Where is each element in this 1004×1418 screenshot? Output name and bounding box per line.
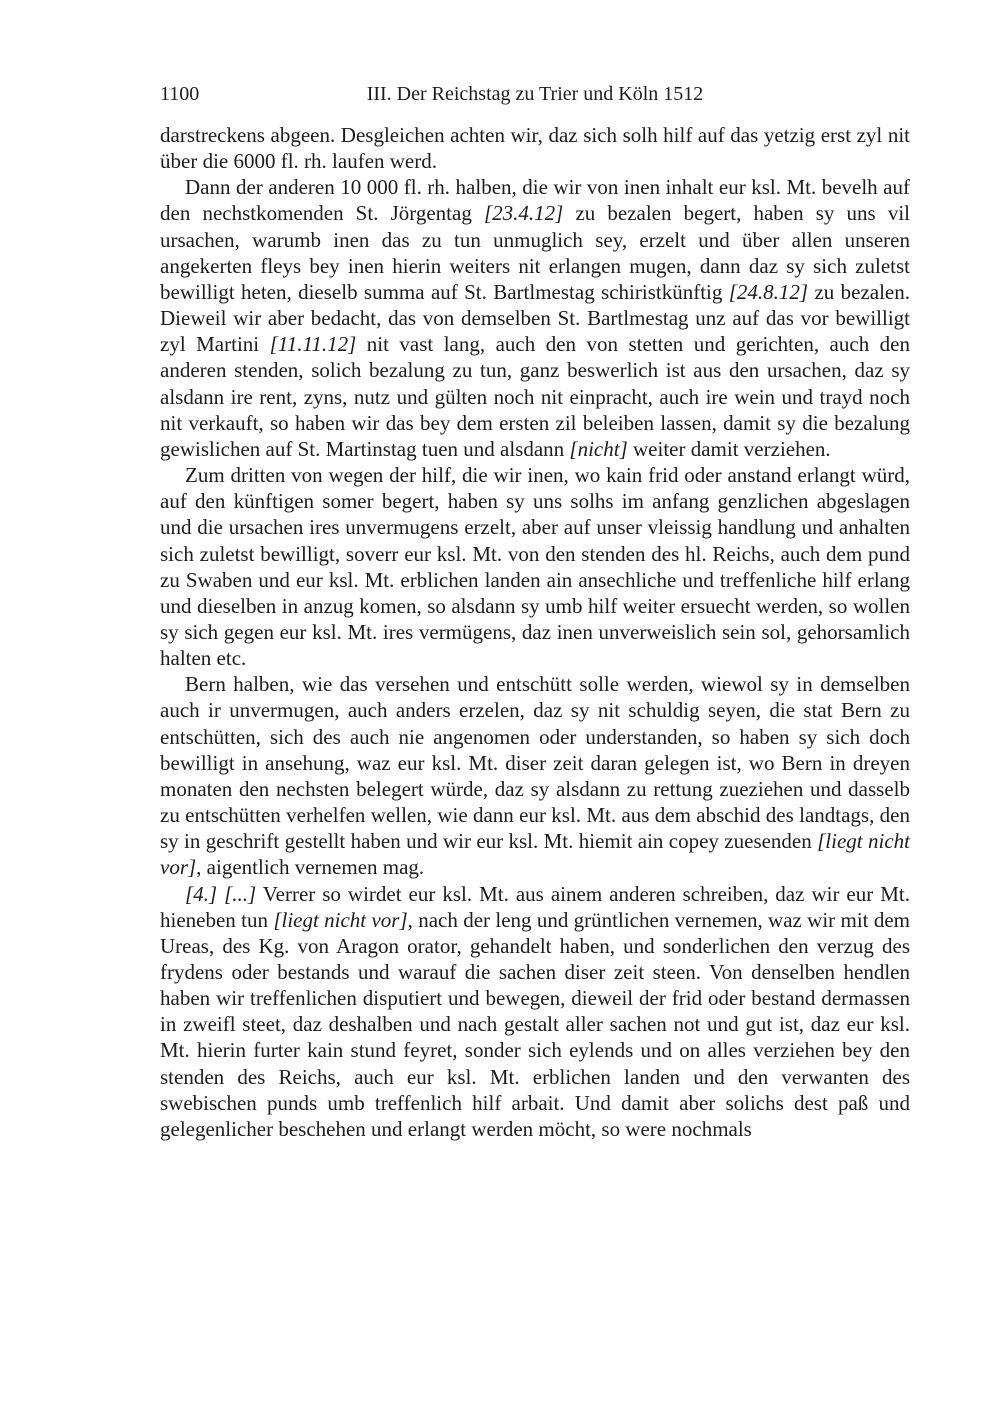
text-segment: Zum dritten von wegen der hilf, die wir inen, wo kain frid oder anstand erlangt würd, auf den künftigen somer begert, haben sy uns solhs im anfang genzlichen abgeslagen und die ursachen ires unvermugens erzelt, aber auf unser vleissig handlung und anhalten sich zuletst bewilligt, soverr eur ksl. Mt. von den stenden des hl. Reichs, auch dem pund zu Swaben und eur ksl. Mt. erblichen landen ain ansechliche und treffenliche hilf erlang und dieselben in anzug komen, so alsdann sy umb hilf weiter ersuecht werden, so wollen sy sich gegen eur ksl. Mt. ires vermügens, daz inen unverweislich sein sol, gehorsamlich halten etc. — [160, 463, 910, 671]
paragraph — [160, 174, 910, 462]
paragraph — [160, 462, 910, 671]
paragraph — [160, 122, 910, 174]
body-text — [160, 122, 910, 1142]
text-segment: zu bezalen begert, haben sy uns vil ursachen, warumb inen das zu tun unmuglich sey, erzelt und über allen unseren angekerten fleys bey inen hierin weiters nit erlangen mugen, dann daz sy sich zuletst bewilligt heten, dieselb summa auf St. Bartlmestag schiristkünftig — [160, 201, 910, 304]
text-segment: , nach der leng und grüntlichen vernemen, waz wir mit dem Ureas, des Kg. von Aragon orator, gehandelt haben, und sonderlichen den verzug des frydens oder bestands und warauf die sachen diser zeit steen. Von denselben hendlen haben wir treffenlichen disputiert und bewegen, dieweil der frid oder bestand dermassen in zweifl steet, daz deshalben und nach gestalt aller sachen not und gut ist, daz eur ksl. Mt. hierin furter kain stund feyret, sonder sich eylends und on alles verziehen bey den stenden des Reichs, auch eur ksl. Mt. erblichen landen und den verwanten des swebischen punds umb treffenlich hilf arbait. Und damit aber solichs dest paß und gelegenlicher beschehen und erlangt werden möcht, so were nochmals — [160, 907, 910, 1141]
paragraph — [160, 671, 910, 880]
running-title: III. Der Reichstag zu Trier und Köln 1512 — [366, 83, 704, 105]
editorial-note: [4.] [...] — [185, 881, 257, 906]
text-segment: , aigentlich vernemen mag. — [196, 855, 425, 880]
editorial-note: [24.8.12] — [728, 279, 809, 304]
text-segment: darstreckens abgeen. Desgleichen achten wir, daz sich solh hilf auf das yetzig erst zyl nit über die 6000 fl. rh. laufen werd. — [160, 123, 910, 174]
text-segment: Bern halben, wie das versehen und entschütt solle werden, wiewol sy in demselben auch ir unvermugen, auch anders erzelen, daz sy nit schuldig seyen, die stat Bern zu entschütten, sich des auch nie angenomen oder understanden, so haben sy sich doch bewilligt in ansehung, waz eur ksl. Mt. diser zeit daran gelegen ist, wo Bern in dreyen monaten den nechsten belegert würde, daz sy alsdann zu rettung zueziehen und dasselb zu entschütten verhelfen wellen, wie dann eur ksl. Mt. aus dem abschid des landtags, den sy in geschrift gestellt haben und wir eur ksl. Mt. hiemit ain copey zuesenden — [160, 672, 910, 854]
editorial-note: [liegt nicht vor] — [273, 907, 408, 932]
text-segment: Verrer so wirdet eur ksl. Mt. aus ainem anderen schreiben, daz wir eur Mt. hieneben tun — [160, 881, 910, 932]
text-segment: Dann der anderen 10 000 fl. rh. halben, die wir von inen inhalt eur ksl. Mt. bevelh auf den nechstkomenden St. Jörgentag — [160, 175, 910, 226]
text-segment: zu bezalen. Dieweil wir aber bedacht, das von demselben St. Bartlmestag unz auf das vor bewilligt zyl Martini — [160, 279, 910, 357]
editorial-note: [liegt nicht vor] — [160, 829, 910, 880]
page-number: 1100 — [160, 83, 200, 105]
editorial-note: [23.4.12] — [483, 201, 564, 226]
text-segment: weiter damit verziehen. — [627, 436, 831, 461]
paragraph — [160, 881, 910, 1143]
editorial-note: [11.11.12] — [269, 332, 357, 357]
editorial-note: [nicht] — [569, 436, 628, 461]
page-header — [160, 80, 910, 108]
text-segment: nit vast lang, auch den von stetten und gerichten, auch den anderen stenden, solich bezalung zu tun, ganz beswerlich ist aus den ursachen, daz sy alsdann ire rent, zyns, nutz und gülten noch nit einpracht, auch ire wein und trayd noch nit verkauft, so haben wir das bey dem ersten zil beleiben lassen, damit sy die bezalung gewislichen auf St. Martinstag tuen und alsdann — [160, 332, 910, 461]
